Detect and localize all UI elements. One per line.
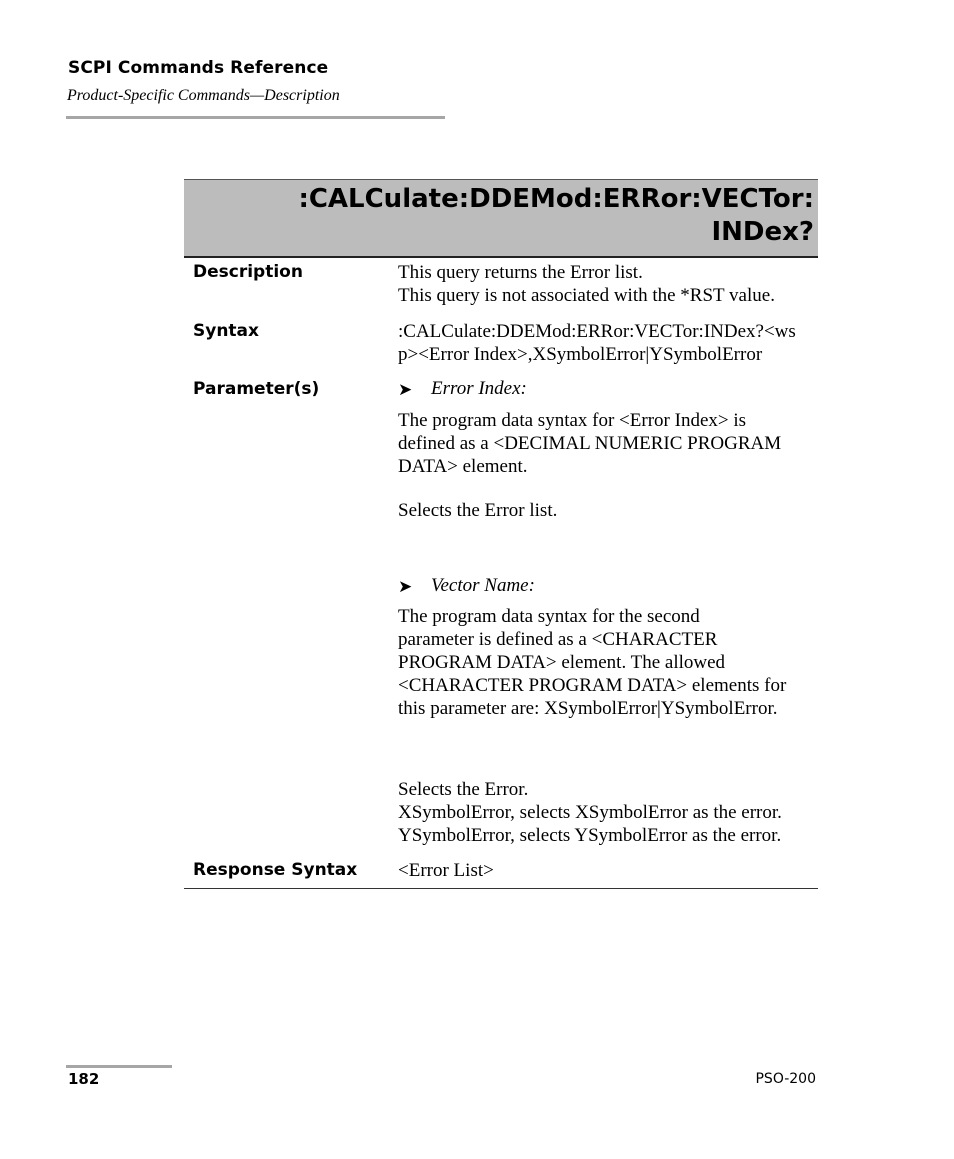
response-syntax-value: <Error List> bbox=[398, 860, 494, 881]
parameter-definition-line: <CHARACTER PROGRAM DATA> elements for bbox=[398, 675, 787, 696]
command-name bbox=[298, 183, 814, 249]
parameter-effect-line: Selects the Error. bbox=[398, 779, 529, 800]
parameter-name: Vector Name: bbox=[431, 575, 535, 596]
footer-rule bbox=[66, 1065, 172, 1068]
bullet-arrow-icon: ➤ bbox=[398, 577, 413, 596]
parameter-definition-line: defined as a <DECIMAL NUMERIC PROGRAM bbox=[398, 433, 782, 454]
header-rule bbox=[66, 116, 445, 119]
parameter-definition-line: this parameter are: XSymbolError|YSymbolError. bbox=[398, 698, 778, 719]
parameter-definition-line: DATA> element. bbox=[398, 456, 528, 477]
parameters-label: Parameter(s) bbox=[193, 379, 320, 399]
bullet-arrow-icon: ➤ bbox=[398, 380, 413, 399]
response-syntax-label: Response Syntax bbox=[193, 860, 358, 880]
syntax-label: Syntax bbox=[193, 321, 259, 341]
table-bottom-rule bbox=[184, 888, 818, 889]
parameter-definition-line: The program data syntax for the second bbox=[398, 606, 700, 627]
parameter-definition-line: parameter is defined as a <CHARACTER bbox=[398, 629, 718, 650]
page-subtitle: Product-Specific Commands—Description bbox=[67, 87, 340, 104]
parameter-effect-line: YSymbolError, selects YSymbolError as the error. bbox=[398, 825, 782, 846]
syntax-line: :CALCulate:DDEMod:ERRor:VECTor:INDex?<ws bbox=[398, 321, 796, 342]
section-title: SCPI Commands Reference bbox=[68, 58, 329, 78]
command-banner bbox=[184, 179, 818, 258]
parameter-effect-line: Selects the Error list. bbox=[398, 500, 558, 521]
parameter-name: Error Index: bbox=[431, 378, 527, 399]
page-number: 182 bbox=[68, 1070, 100, 1088]
syntax-line: p><Error Index>,XSymbolError|YSymbolError bbox=[398, 344, 763, 365]
parameter-definition-line: PROGRAM DATA> element. The allowed bbox=[398, 652, 726, 673]
command-line-2: INDex? bbox=[711, 217, 814, 247]
command-line-1: :CALCulate:DDEMod:ERRor:VECTor: bbox=[298, 184, 814, 214]
product-name: PSO-200 bbox=[755, 1071, 816, 1087]
description-label: Description bbox=[193, 262, 303, 282]
parameter-effect-line: XSymbolError, selects XSymbolError as the error. bbox=[398, 802, 782, 823]
parameter-definition-line: The program data syntax for <Error Index> is bbox=[398, 410, 747, 431]
description-line: This query is not associated with the *RST value. bbox=[398, 285, 775, 306]
description-line: This query returns the Error list. bbox=[398, 262, 643, 283]
